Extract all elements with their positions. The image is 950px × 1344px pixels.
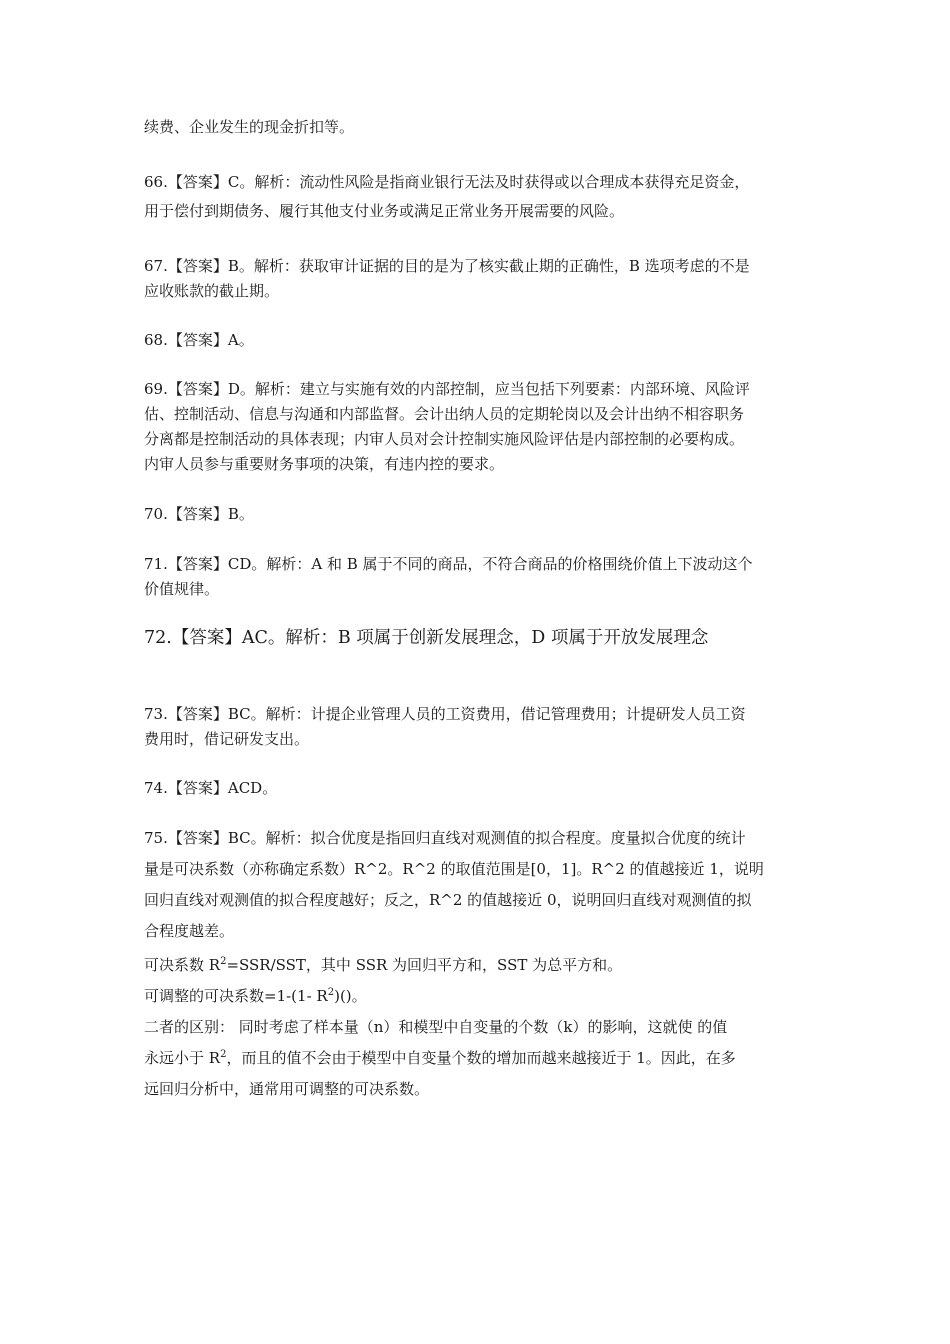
- formula-adjusted-r-squared: [144, 986, 824, 1006]
- answer-67-line-2: 应收账款的截止期。: [144, 282, 280, 300]
- formula-text: 可决系数 R: [144, 956, 221, 974]
- answer-72: 72.【答案】AC。解析：B 项属于创新发展理念，D 项属于开放发展理念: [144, 628, 709, 648]
- answer-75-line-3: 回归直线对观测值的拟合程度越好；反之，R^2 的值越接近 0，说明回归直线对观测值的拟: [144, 891, 752, 909]
- answer-75-line-4: 合程度越差。: [144, 922, 235, 940]
- formula-text: )()。: [334, 987, 367, 1005]
- answer-69-line-3: 分离都是控制活动的具体表现；内审人员对会计控制实施风险评估是内部控制的必要构成。: [144, 430, 745, 448]
- difference-line-3: 远回归分析中，通常用可调整的可决系数。: [144, 1080, 430, 1098]
- formula-text: 可调整的可决系数=1-(1- R: [144, 987, 328, 1005]
- answer-67-line-1: 67.【答案】B。解析：获取审计证据的目的是为了核实截止期的正确性，B 选项考虑的不是: [144, 257, 750, 275]
- answer-71-line-1: 71.【答案】CD。解析：A 和 B 属于不同的商品，不符合商品的价格围绕价值上下波动这个: [144, 555, 753, 573]
- text-line: 续费、企业发生的现金折扣等。: [144, 118, 355, 136]
- formula-text: =SSR/SST，其中 SSR 为回归平方和，SST 为总平方和。: [226, 956, 623, 974]
- answer-66-line-1: 66.【答案】C。解析：流动性风险是指商业银行无法及时获得或以合理成本获得充足资金，: [144, 173, 750, 191]
- answer-75-line-1: 75.【答案】BC。解析：拟合优度是指回归直线对观测值的拟合程度。度量拟合优度的统计: [144, 829, 746, 847]
- answer-70: 70.【答案】B。: [144, 505, 254, 523]
- difference-text: ，而且的值不会由于模型中自变量个数的增加而越来越接近于 1。因此，在多: [226, 1049, 736, 1067]
- answer-71-line-2: 价值规律。: [144, 580, 220, 598]
- answer-69-line-4: 内审人员参与重要财务事项的决策，有违内控的要求。: [144, 455, 505, 473]
- answer-73-line-1: 73.【答案】BC。解析：计提企业管理人员的工资费用，借记管理费用；计提研发人员工资: [144, 705, 746, 723]
- answer-69-line-1: 69.【答案】D。解析：建立与实施有效的内部控制，应当包括下列要素：内部环境、风险评: [144, 380, 750, 398]
- answer-68: 68.【答案】A。: [144, 331, 254, 349]
- superscript: 2: [327, 987, 335, 998]
- difference-text: 永远小于 R: [144, 1049, 221, 1067]
- answer-74: 74.【答案】ACD。: [144, 779, 278, 797]
- difference-line-1: 二者的区别： 同时考虑了样本量（n）和模型中自变量的个数（k）的影响，这就使 的值: [144, 1018, 728, 1036]
- difference-line-2: [144, 1048, 824, 1068]
- formula-r-squared: [144, 955, 824, 975]
- answer-69-line-2: 估、控制活动、信息与沟通和内部监督。会计出纳人员的定期轮岗以及会计出纳不相容职务: [144, 405, 745, 423]
- superscript: 2: [220, 956, 227, 967]
- superscript: 2: [220, 1049, 227, 1060]
- answer-73-line-2: 费用时，借记研发支出。: [144, 730, 310, 748]
- answer-66-line-2: 用于偿付到期债务、履行其他支付业务或满足正常业务开展需要的风险。: [144, 202, 625, 220]
- answer-75-line-2: 量是可决系数（亦称确定系数）R^2。R^2 的取值范围是[0，1]。R^2 的值越接近 1，说明: [144, 860, 764, 878]
